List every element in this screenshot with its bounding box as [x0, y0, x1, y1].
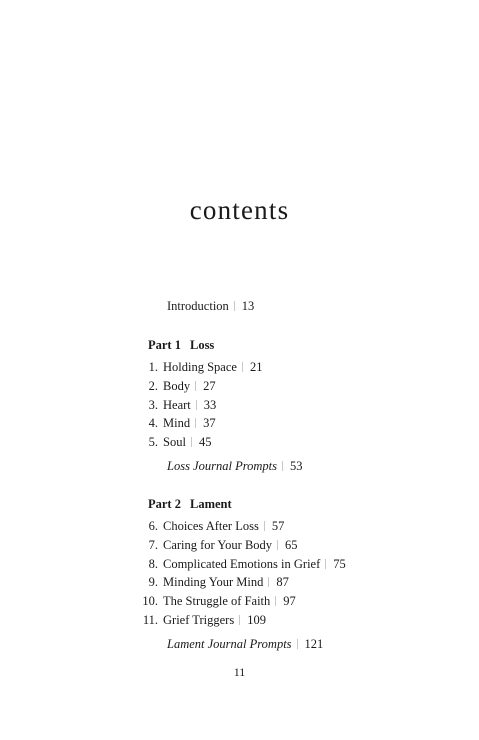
entry-title: Heart — [163, 398, 191, 412]
entry-title: Choices After Loss — [163, 519, 259, 533]
part-name: Lament — [189, 497, 232, 511]
entry-page: 109 — [247, 613, 266, 627]
entry-page: 53 — [289, 459, 303, 473]
chapter-number: 2. — [148, 379, 158, 393]
separator — [234, 301, 235, 311]
separator — [325, 559, 326, 569]
toc-entry-journal-prompts[interactable] — [167, 636, 323, 652]
entry-page: 75 — [333, 557, 346, 571]
separator — [275, 596, 276, 606]
chapter-number: 5. — [148, 435, 158, 449]
chapter-number: 6. — [148, 519, 158, 533]
separator — [282, 461, 283, 471]
part-1-heading — [148, 337, 214, 353]
chapter-number: 3. — [148, 398, 158, 412]
entry-title: Lament Journal Prompts — [167, 637, 292, 651]
entry-page: 27 — [203, 379, 216, 393]
separator — [277, 540, 278, 550]
entry-title: Caring for Your Body — [163, 538, 273, 552]
toc-entry[interactable] — [138, 612, 266, 628]
entry-title: Complicated Emotions in Grief — [163, 557, 321, 571]
entry-title: Minding Your Mind — [163, 575, 264, 589]
chapter-number: 8. — [148, 557, 158, 571]
entry-title: The Struggle of Faith — [163, 594, 271, 608]
entry-title: Body — [163, 379, 191, 393]
entry-page: 65 — [285, 538, 298, 552]
page-title: contents — [189, 195, 290, 225]
separator — [191, 437, 192, 447]
separator — [195, 418, 196, 428]
part-2-heading — [148, 496, 232, 512]
separator — [195, 381, 196, 391]
toc-entry[interactable] — [138, 415, 216, 431]
entry-page: 13 — [241, 299, 255, 313]
toc-entry[interactable] — [138, 397, 216, 413]
part-name: Loss — [189, 338, 215, 352]
part-label: Part 2 — [148, 497, 181, 511]
chapter-number: 10. — [142, 594, 158, 608]
entry-title: Grief Triggers — [163, 613, 235, 627]
toc-entry[interactable] — [138, 434, 211, 450]
separator — [196, 400, 197, 410]
toc-entry-introduction[interactable] — [167, 298, 254, 314]
toc-entry[interactable] — [138, 518, 284, 534]
entry-title: Holding Space — [163, 360, 237, 374]
entry-page: 57 — [271, 519, 285, 533]
entry-title: Loss Journal Prompts — [167, 459, 277, 473]
toc-entry[interactable] — [138, 378, 216, 394]
toc-entry[interactable] — [138, 593, 296, 609]
entry-page: 121 — [304, 637, 324, 651]
entry-page: 21 — [249, 360, 263, 374]
entry-page: 45 — [198, 435, 212, 449]
chapter-number: 4. — [148, 416, 158, 430]
toc-entry[interactable] — [138, 537, 298, 553]
entry-page: 97 — [283, 594, 296, 608]
toc-entry[interactable] — [138, 574, 289, 590]
chapter-number: 7. — [148, 538, 158, 552]
chapter-number: 9. — [148, 575, 158, 589]
entry-page: 33 — [203, 398, 217, 412]
toc-entry[interactable] — [138, 359, 262, 375]
part-label: Part 1 — [148, 338, 181, 352]
separator — [268, 577, 269, 587]
entry-page: 87 — [276, 575, 289, 589]
entry-page: 37 — [203, 416, 216, 430]
entry-title: Soul — [163, 435, 186, 449]
separator — [264, 521, 265, 531]
page-number: 11 — [233, 665, 246, 679]
separator — [242, 362, 243, 372]
chapter-number: 11. — [142, 613, 158, 627]
chapter-number: 1. — [148, 360, 158, 374]
separator — [297, 639, 298, 649]
separator — [239, 615, 240, 625]
toc-entry-journal-prompts[interactable] — [167, 458, 302, 474]
entry-title: Mind — [163, 416, 191, 430]
toc-entry[interactable] — [138, 556, 346, 572]
entry-title: Introduction — [167, 299, 229, 313]
